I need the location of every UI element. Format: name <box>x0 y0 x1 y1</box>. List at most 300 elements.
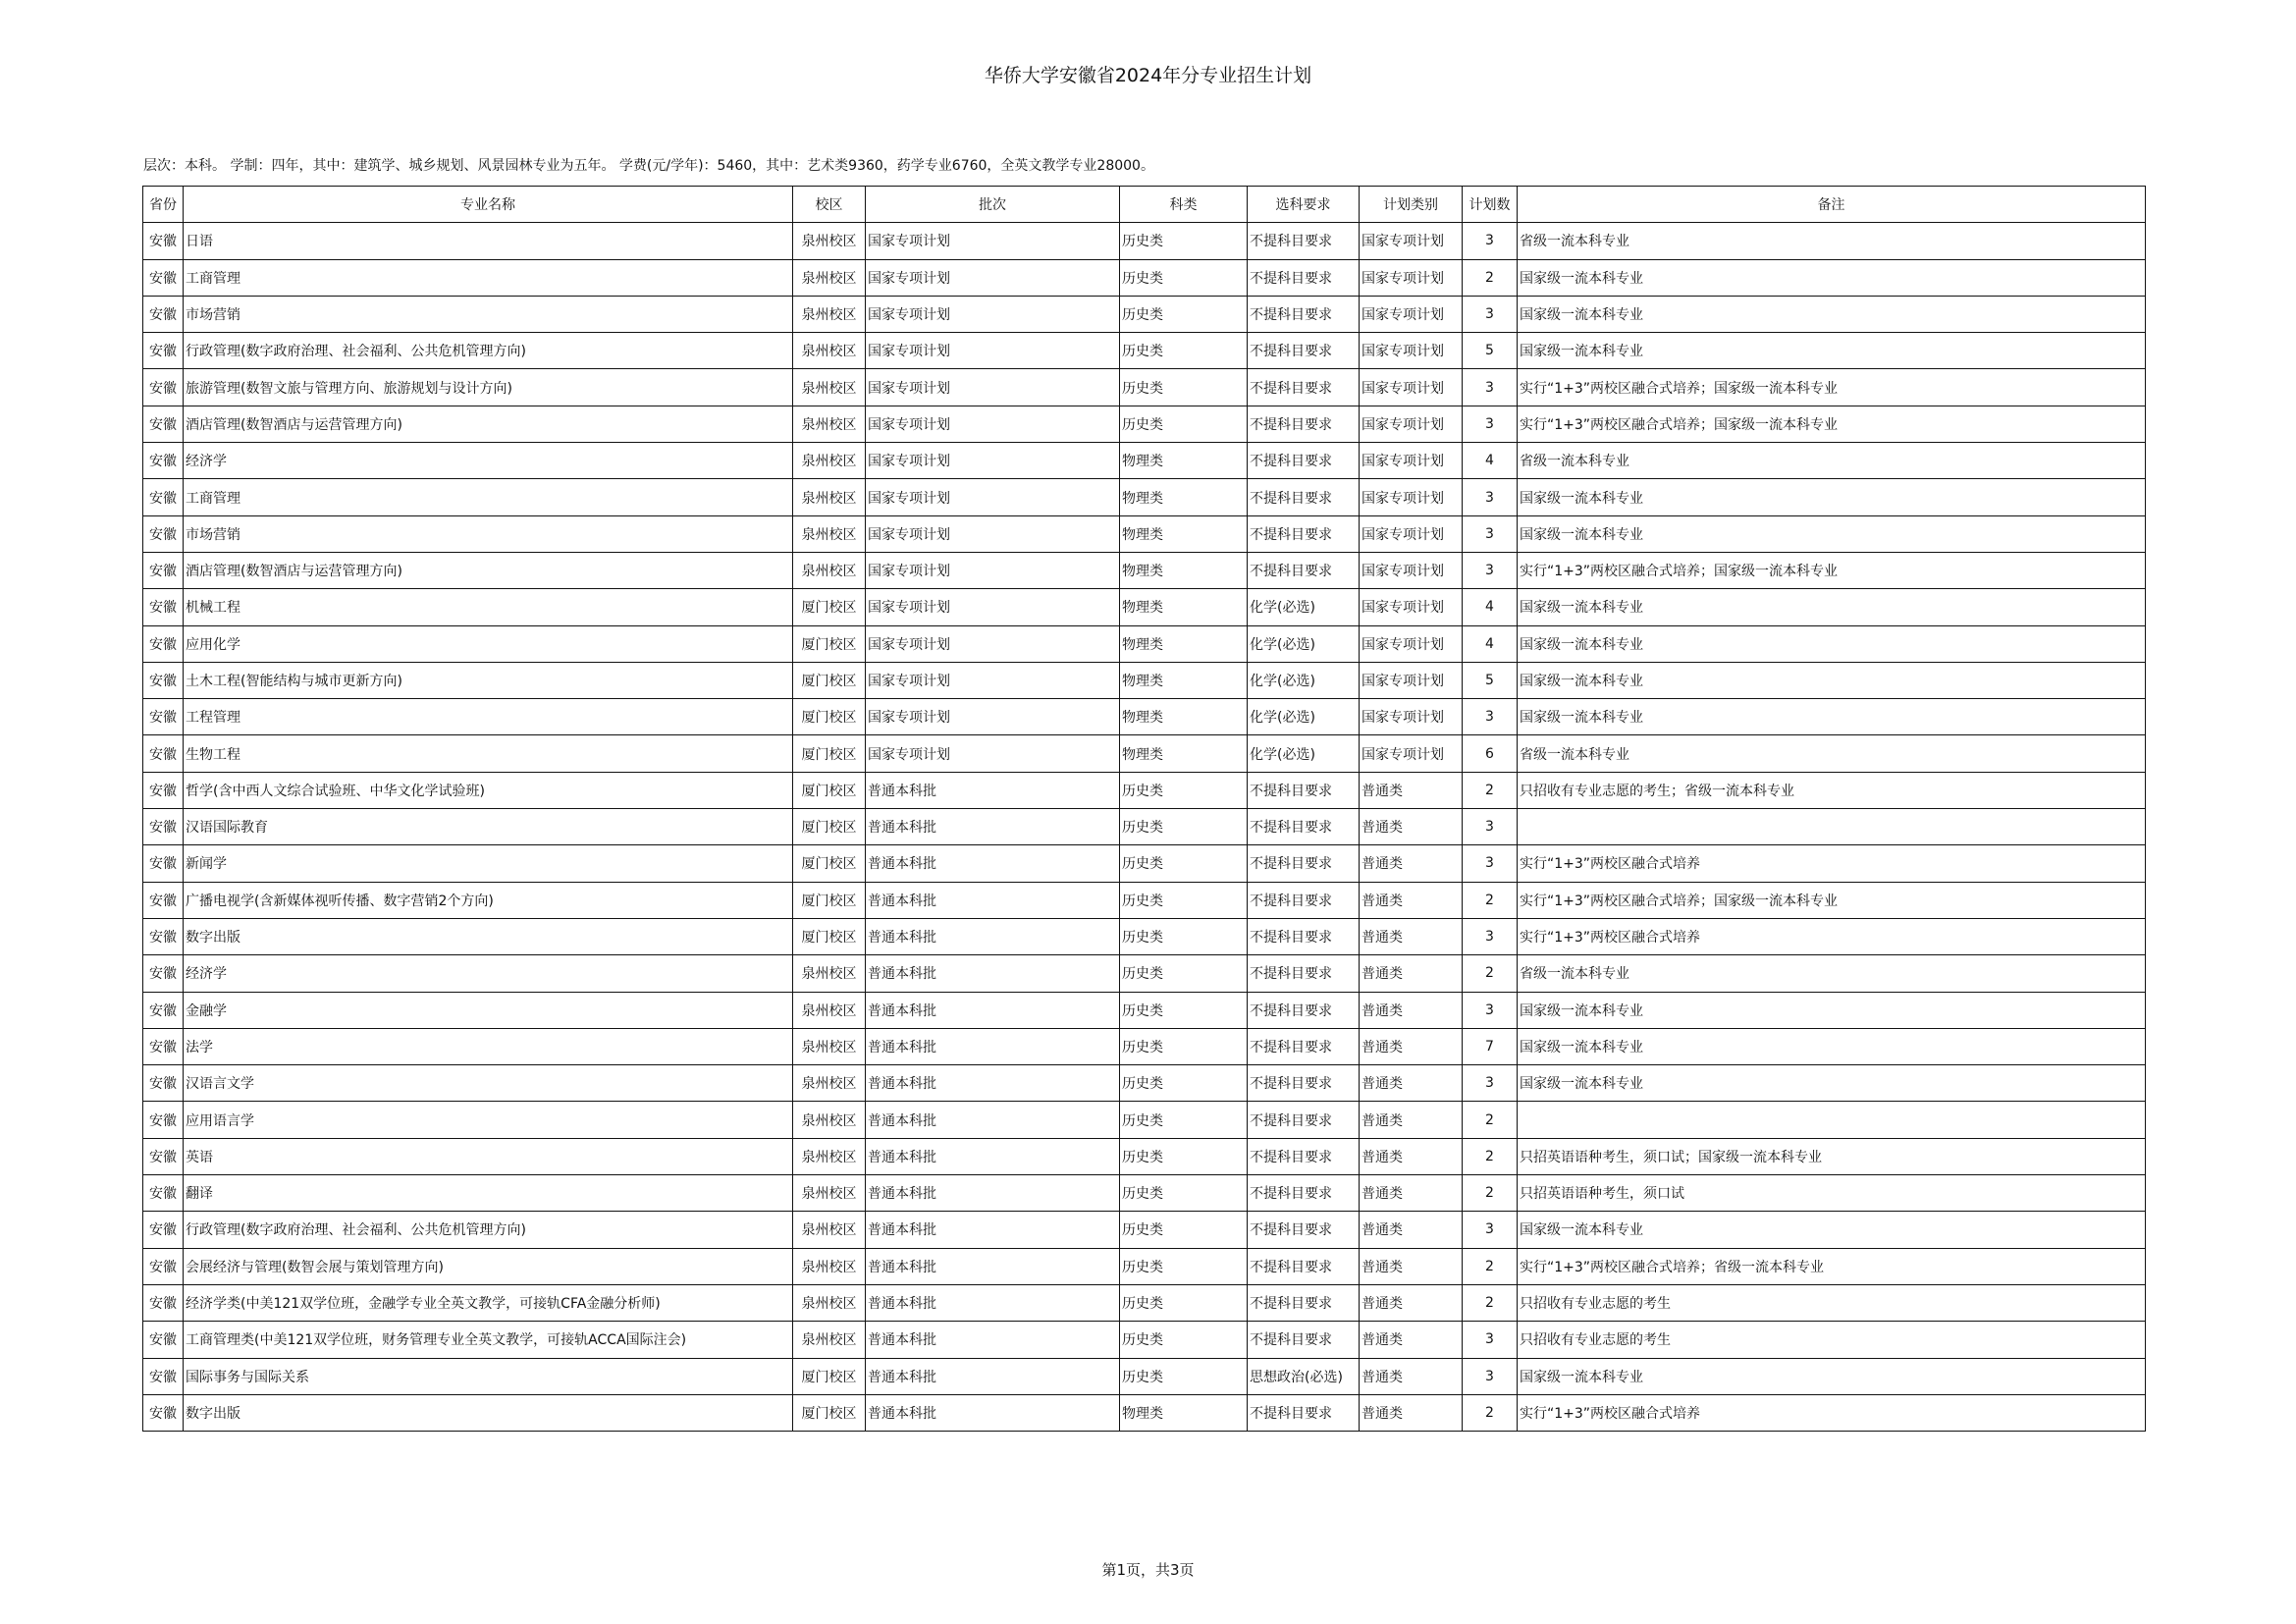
table-row <box>143 369 2146 406</box>
batch-cell: 普通本科批 <box>866 1284 1120 1321</box>
remarks-cell: 国家级一流本科专业 <box>1518 1212 2146 1248</box>
province-cell: 安徽 <box>143 809 184 845</box>
plan-count-cell: 2 <box>1463 1394 1518 1431</box>
plan-type-cell: 普通类 <box>1360 809 1463 845</box>
major-cell: 工商管理类(中美121双学位班，财务管理专业全英文教学，可接轨ACCA国际注会) <box>184 1322 793 1358</box>
province-cell: 安徽 <box>143 406 184 442</box>
plan-count-cell: 3 <box>1463 515 1518 552</box>
subject-req-cell: 不提科目要求 <box>1248 515 1360 552</box>
major-cell: 翻译 <box>184 1175 793 1212</box>
province-cell: 安徽 <box>143 1284 184 1321</box>
campus-cell: 泉州校区 <box>793 1248 866 1284</box>
province-cell: 安徽 <box>143 1028 184 1064</box>
campus-cell: 厦门校区 <box>793 699 866 735</box>
plan-type-cell: 国家专项计划 <box>1360 223 1463 259</box>
table-row <box>143 259 2146 296</box>
category-cell: 历史类 <box>1120 1102 1248 1138</box>
campus-cell: 泉州校区 <box>793 333 866 369</box>
table-row <box>143 735 2146 772</box>
batch-cell: 普通本科批 <box>866 955 1120 992</box>
table-row <box>143 1358 2146 1394</box>
category-cell: 历史类 <box>1120 296 1248 332</box>
campus-cell: 厦门校区 <box>793 1394 866 1431</box>
province-cell: 安徽 <box>143 735 184 772</box>
batch-cell: 普通本科批 <box>866 1175 1120 1212</box>
batch-cell: 普通本科批 <box>866 918 1120 954</box>
campus-cell: 泉州校区 <box>793 1284 866 1321</box>
table-row <box>143 223 2146 259</box>
plan-count-cell: 3 <box>1463 845 1518 882</box>
major-cell: 国际事务与国际关系 <box>184 1358 793 1394</box>
category-cell: 物理类 <box>1120 735 1248 772</box>
province-cell: 安徽 <box>143 1138 184 1174</box>
batch-cell: 普通本科批 <box>866 772 1120 808</box>
campus-cell: 泉州校区 <box>793 515 866 552</box>
plan-count-cell: 3 <box>1463 1065 1518 1102</box>
campus-cell: 泉州校区 <box>793 1102 866 1138</box>
table-row <box>143 443 2146 479</box>
batch-cell: 国家专项计划 <box>866 333 1120 369</box>
province-cell: 安徽 <box>143 625 184 662</box>
remarks-cell: 国家级一流本科专业 <box>1518 479 2146 515</box>
campus-cell: 厦门校区 <box>793 625 866 662</box>
category-cell: 历史类 <box>1120 259 1248 296</box>
subject-req-cell: 不提科目要求 <box>1248 992 1360 1028</box>
plan-type-cell: 普通类 <box>1360 992 1463 1028</box>
remarks-cell: 国家级一流本科专业 <box>1518 992 2146 1028</box>
campus-cell: 泉州校区 <box>793 296 866 332</box>
remarks-cell: 国家级一流本科专业 <box>1518 1028 2146 1064</box>
plan-count-cell: 3 <box>1463 552 1518 588</box>
category-cell: 历史类 <box>1120 333 1248 369</box>
plan-count-cell: 3 <box>1463 809 1518 845</box>
major-cell: 数字出版 <box>184 1394 793 1431</box>
batch-cell: 国家专项计划 <box>866 369 1120 406</box>
plan-type-cell: 普通类 <box>1360 1284 1463 1321</box>
plan-count-cell: 3 <box>1463 296 1518 332</box>
plan-count-cell: 3 <box>1463 1358 1518 1394</box>
col-plan-type-header: 计划类别 <box>1360 187 1463 223</box>
table-row <box>143 809 2146 845</box>
subject-req-cell: 不提科目要求 <box>1248 1394 1360 1431</box>
major-cell: 新闻学 <box>184 845 793 882</box>
subject-req-cell: 不提科目要求 <box>1248 1065 1360 1102</box>
category-cell: 历史类 <box>1120 1065 1248 1102</box>
province-cell: 安徽 <box>143 552 184 588</box>
campus-cell: 厦门校区 <box>793 772 866 808</box>
plan-type-cell: 普通类 <box>1360 1175 1463 1212</box>
subject-req-cell: 不提科目要求 <box>1248 1212 1360 1248</box>
subject-req-cell: 不提科目要求 <box>1248 1175 1360 1212</box>
province-cell: 安徽 <box>143 369 184 406</box>
table-row <box>143 589 2146 625</box>
campus-cell: 厦门校区 <box>793 845 866 882</box>
category-cell: 物理类 <box>1120 625 1248 662</box>
plan-type-cell: 国家专项计划 <box>1360 296 1463 332</box>
table-row <box>143 406 2146 442</box>
col-remarks-header: 备注 <box>1518 187 2146 223</box>
remarks-cell: 实行“1+3”两校区融合式培养；国家级一流本科专业 <box>1518 552 2146 588</box>
category-cell: 历史类 <box>1120 1248 1248 1284</box>
major-cell: 会展经济与管理(数智会展与策划管理方向) <box>184 1248 793 1284</box>
enrollment-note: 层次：本科。 学制：四年，其中：建筑学、城乡规划、风景园林专业为五年。 学费(元/学年)：5460，其中：艺术类9360，药学专业6760，全英文教学专业28000。 <box>143 158 1154 174</box>
category-cell: 历史类 <box>1120 1138 1248 1174</box>
category-cell: 历史类 <box>1120 223 1248 259</box>
plan-count-cell: 2 <box>1463 1138 1518 1174</box>
major-cell: 工商管理 <box>184 259 793 296</box>
batch-cell: 国家专项计划 <box>866 589 1120 625</box>
batch-cell: 国家专项计划 <box>866 662 1120 698</box>
campus-cell: 泉州校区 <box>793 1212 866 1248</box>
plan-type-cell: 普通类 <box>1360 1394 1463 1431</box>
province-cell: 安徽 <box>143 699 184 735</box>
province-cell: 安徽 <box>143 1102 184 1138</box>
subject-req-cell: 不提科目要求 <box>1248 1284 1360 1321</box>
major-cell: 应用语言学 <box>184 1102 793 1138</box>
remarks-cell: 实行“1+3”两校区融合式培养 <box>1518 845 2146 882</box>
category-cell: 历史类 <box>1120 369 1248 406</box>
col-province-header: 省份 <box>143 187 184 223</box>
plan-type-cell: 普通类 <box>1360 1322 1463 1358</box>
subject-req-cell: 不提科目要求 <box>1248 406 1360 442</box>
batch-cell: 国家专项计划 <box>866 735 1120 772</box>
plan-count-cell: 3 <box>1463 992 1518 1028</box>
batch-cell: 国家专项计划 <box>866 259 1120 296</box>
plan-count-cell: 3 <box>1463 479 1518 515</box>
batch-cell: 普通本科批 <box>866 1028 1120 1064</box>
province-cell: 安徽 <box>143 882 184 918</box>
batch-cell: 普通本科批 <box>866 1102 1120 1138</box>
batch-cell: 普通本科批 <box>866 1358 1120 1394</box>
plan-type-cell: 普通类 <box>1360 955 1463 992</box>
major-cell: 市场营销 <box>184 515 793 552</box>
province-cell: 安徽 <box>143 772 184 808</box>
batch-cell: 普通本科批 <box>866 809 1120 845</box>
province-cell: 安徽 <box>143 845 184 882</box>
batch-cell: 普通本科批 <box>866 1248 1120 1284</box>
batch-cell: 普通本科批 <box>866 992 1120 1028</box>
campus-cell: 泉州校区 <box>793 223 866 259</box>
province-cell: 安徽 <box>143 1394 184 1431</box>
major-cell: 日语 <box>184 223 793 259</box>
batch-cell: 国家专项计划 <box>866 625 1120 662</box>
remarks-cell: 实行“1+3”两校区融合式培养 <box>1518 1394 2146 1431</box>
plan-type-cell: 国家专项计划 <box>1360 443 1463 479</box>
plan-type-cell: 普通类 <box>1360 1358 1463 1394</box>
plan-type-cell: 普通类 <box>1360 918 1463 954</box>
major-cell: 经济学类(中美121双学位班，金融学专业全英文教学，可接轨CFA金融分析师) <box>184 1284 793 1321</box>
remarks-cell: 国家级一流本科专业 <box>1518 1065 2146 1102</box>
subject-req-cell: 不提科目要求 <box>1248 259 1360 296</box>
campus-cell: 泉州校区 <box>793 552 866 588</box>
province-cell: 安徽 <box>143 662 184 698</box>
category-cell: 历史类 <box>1120 1322 1248 1358</box>
plan-count-cell: 2 <box>1463 1102 1518 1138</box>
batch-cell: 普通本科批 <box>866 1322 1120 1358</box>
plan-type-cell: 普通类 <box>1360 882 1463 918</box>
batch-cell: 国家专项计划 <box>866 699 1120 735</box>
plan-type-cell: 普通类 <box>1360 1248 1463 1284</box>
remarks-cell: 实行“1+3”两校区融合式培养 <box>1518 918 2146 954</box>
remarks-cell: 省级一流本科专业 <box>1518 955 2146 992</box>
plan-count-cell: 5 <box>1463 662 1518 698</box>
plan-count-cell: 2 <box>1463 1284 1518 1321</box>
table-row <box>143 1394 2146 1431</box>
col-major-header: 专业名称 <box>184 187 793 223</box>
plan-type-cell: 国家专项计划 <box>1360 369 1463 406</box>
category-cell: 历史类 <box>1120 1284 1248 1321</box>
batch-cell: 普通本科批 <box>866 1212 1120 1248</box>
page-footer: 第1页，共3页 <box>1101 1561 1195 1579</box>
province-cell: 安徽 <box>143 992 184 1028</box>
batch-cell: 普通本科批 <box>866 845 1120 882</box>
major-cell: 经济学 <box>184 443 793 479</box>
plan-count-cell: 6 <box>1463 735 1518 772</box>
plan-count-cell: 3 <box>1463 918 1518 954</box>
category-cell: 历史类 <box>1120 845 1248 882</box>
plan-count-cell: 3 <box>1463 1212 1518 1248</box>
major-cell: 生物工程 <box>184 735 793 772</box>
remarks-cell: 省级一流本科专业 <box>1518 223 2146 259</box>
major-cell: 酒店管理(数智酒店与运营管理方向) <box>184 552 793 588</box>
plan-type-cell: 普通类 <box>1360 1065 1463 1102</box>
remarks-cell: 只招收有专业志愿的考生 <box>1518 1322 2146 1358</box>
campus-cell: 泉州校区 <box>793 406 866 442</box>
table-row <box>143 296 2146 332</box>
remarks-cell <box>1518 1102 2146 1138</box>
plan-type-cell: 国家专项计划 <box>1360 735 1463 772</box>
category-cell: 物理类 <box>1120 515 1248 552</box>
table-row <box>143 1284 2146 1321</box>
subject-req-cell: 不提科目要求 <box>1248 845 1360 882</box>
major-cell: 行政管理(数字政府治理、社会福利、公共危机管理方向) <box>184 333 793 369</box>
major-cell: 汉语言文学 <box>184 1065 793 1102</box>
batch-cell: 普通本科批 <box>866 882 1120 918</box>
batch-cell: 国家专项计划 <box>866 515 1120 552</box>
major-cell: 法学 <box>184 1028 793 1064</box>
plan-count-cell: 3 <box>1463 699 1518 735</box>
remarks-cell: 只招英语语种考生，须口试；国家级一流本科专业 <box>1518 1138 2146 1174</box>
batch-cell: 国家专项计划 <box>866 479 1120 515</box>
province-cell: 安徽 <box>143 223 184 259</box>
remarks-cell: 国家级一流本科专业 <box>1518 589 2146 625</box>
table-row <box>143 955 2146 992</box>
plan-count-cell: 2 <box>1463 1248 1518 1284</box>
table-row <box>143 1028 2146 1064</box>
major-cell: 英语 <box>184 1138 793 1174</box>
subject-req-cell: 化学(必选) <box>1248 699 1360 735</box>
plan-count-cell: 2 <box>1463 259 1518 296</box>
campus-cell: 厦门校区 <box>793 735 866 772</box>
major-cell: 机械工程 <box>184 589 793 625</box>
remarks-cell: 省级一流本科专业 <box>1518 735 2146 772</box>
campus-cell: 泉州校区 <box>793 1065 866 1102</box>
province-cell: 安徽 <box>143 515 184 552</box>
plan-count-cell: 2 <box>1463 882 1518 918</box>
plan-count-cell: 2 <box>1463 1175 1518 1212</box>
remarks-cell: 国家级一流本科专业 <box>1518 333 2146 369</box>
table-row <box>143 1065 2146 1102</box>
province-cell: 安徽 <box>143 259 184 296</box>
subject-req-cell: 化学(必选) <box>1248 625 1360 662</box>
table-row <box>143 1248 2146 1284</box>
subject-req-cell: 不提科目要求 <box>1248 479 1360 515</box>
remarks-cell: 国家级一流本科专业 <box>1518 296 2146 332</box>
table-row <box>143 845 2146 882</box>
category-cell: 物理类 <box>1120 443 1248 479</box>
table-row <box>143 882 2146 918</box>
plan-count-cell: 4 <box>1463 443 1518 479</box>
campus-cell: 泉州校区 <box>793 479 866 515</box>
subject-req-cell: 不提科目要求 <box>1248 333 1360 369</box>
batch-cell: 国家专项计划 <box>866 296 1120 332</box>
major-cell: 市场营销 <box>184 296 793 332</box>
plan-type-cell: 普通类 <box>1360 1212 1463 1248</box>
major-cell: 金融学 <box>184 992 793 1028</box>
province-cell: 安徽 <box>143 1358 184 1394</box>
campus-cell: 厦门校区 <box>793 1358 866 1394</box>
remarks-cell: 国家级一流本科专业 <box>1518 625 2146 662</box>
subject-req-cell: 不提科目要求 <box>1248 1138 1360 1174</box>
plan-type-cell: 普通类 <box>1360 845 1463 882</box>
category-cell: 历史类 <box>1120 918 1248 954</box>
table-row <box>143 772 2146 808</box>
subject-req-cell: 不提科目要求 <box>1248 1028 1360 1064</box>
page-title: 华侨大学安徽省2024年分专业招生计划 <box>984 65 1312 86</box>
province-cell: 安徽 <box>143 443 184 479</box>
category-cell: 物理类 <box>1120 662 1248 698</box>
campus-cell: 泉州校区 <box>793 955 866 992</box>
plan-count-cell: 2 <box>1463 772 1518 808</box>
col-category-header: 科类 <box>1120 187 1248 223</box>
remarks-cell: 国家级一流本科专业 <box>1518 662 2146 698</box>
major-cell: 旅游管理(数智文旅与管理方向、旅游规划与设计方向) <box>184 369 793 406</box>
plan-type-cell: 国家专项计划 <box>1360 515 1463 552</box>
subject-req-cell: 不提科目要求 <box>1248 369 1360 406</box>
batch-cell: 普通本科批 <box>866 1138 1120 1174</box>
plan-type-cell: 普通类 <box>1360 1028 1463 1064</box>
plan-count-cell: 3 <box>1463 1322 1518 1358</box>
table-row <box>143 662 2146 698</box>
remarks-cell: 实行“1+3”两校区融合式培养；省级一流本科专业 <box>1518 1248 2146 1284</box>
plan-type-cell: 国家专项计划 <box>1360 552 1463 588</box>
batch-cell: 国家专项计划 <box>866 223 1120 259</box>
remarks-cell: 只招英语语种考生，须口试 <box>1518 1175 2146 1212</box>
subject-req-cell: 不提科目要求 <box>1248 443 1360 479</box>
category-cell: 历史类 <box>1120 1175 1248 1212</box>
major-cell: 工程管理 <box>184 699 793 735</box>
subject-req-cell: 化学(必选) <box>1248 735 1360 772</box>
remarks-cell: 国家级一流本科专业 <box>1518 1358 2146 1394</box>
remarks-cell: 国家级一流本科专业 <box>1518 699 2146 735</box>
table-row <box>143 992 2146 1028</box>
table-header-row <box>143 187 2146 223</box>
category-cell: 历史类 <box>1120 955 1248 992</box>
subject-req-cell: 不提科目要求 <box>1248 772 1360 808</box>
batch-cell: 普通本科批 <box>866 1065 1120 1102</box>
province-cell: 安徽 <box>143 1175 184 1212</box>
remarks-cell: 国家级一流本科专业 <box>1518 515 2146 552</box>
category-cell: 历史类 <box>1120 809 1248 845</box>
major-cell: 土木工程(智能结构与城市更新方向) <box>184 662 793 698</box>
plan-count-cell: 3 <box>1463 223 1518 259</box>
major-cell: 工商管理 <box>184 479 793 515</box>
province-cell: 安徽 <box>143 479 184 515</box>
subject-req-cell: 不提科目要求 <box>1248 918 1360 954</box>
subject-req-cell: 不提科目要求 <box>1248 1322 1360 1358</box>
plan-type-cell: 普通类 <box>1360 1138 1463 1174</box>
subject-req-cell: 不提科目要求 <box>1248 1102 1360 1138</box>
subject-req-cell: 不提科目要求 <box>1248 552 1360 588</box>
campus-cell: 泉州校区 <box>793 1322 866 1358</box>
major-cell: 行政管理(数字政府治理、社会福利、公共危机管理方向) <box>184 1212 793 1248</box>
plan-count-cell: 2 <box>1463 955 1518 992</box>
batch-cell: 国家专项计划 <box>866 443 1120 479</box>
plan-type-cell: 国家专项计划 <box>1360 625 1463 662</box>
table-row <box>143 552 2146 588</box>
remarks-cell: 省级一流本科专业 <box>1518 443 2146 479</box>
plan-count-cell: 7 <box>1463 1028 1518 1064</box>
table-row <box>143 918 2146 954</box>
province-cell: 安徽 <box>143 918 184 954</box>
category-cell: 物理类 <box>1120 699 1248 735</box>
campus-cell: 厦门校区 <box>793 882 866 918</box>
province-cell: 安徽 <box>143 296 184 332</box>
category-cell: 物理类 <box>1120 479 1248 515</box>
major-cell: 数字出版 <box>184 918 793 954</box>
table-row <box>143 625 2146 662</box>
campus-cell: 泉州校区 <box>793 443 866 479</box>
campus-cell: 泉州校区 <box>793 369 866 406</box>
subject-req-cell: 化学(必选) <box>1248 662 1360 698</box>
plan-type-cell: 国家专项计划 <box>1360 589 1463 625</box>
table-row <box>143 515 2146 552</box>
table-row <box>143 479 2146 515</box>
plan-type-cell: 国家专项计划 <box>1360 699 1463 735</box>
major-cell: 哲学(含中西人文综合试验班、中华文化学试验班) <box>184 772 793 808</box>
subject-req-cell: 不提科目要求 <box>1248 809 1360 845</box>
plan-count-cell: 5 <box>1463 333 1518 369</box>
major-cell: 应用化学 <box>184 625 793 662</box>
campus-cell: 泉州校区 <box>793 259 866 296</box>
province-cell: 安徽 <box>143 1322 184 1358</box>
campus-cell: 泉州校区 <box>793 1028 866 1064</box>
campus-cell: 泉州校区 <box>793 992 866 1028</box>
table-row <box>143 1138 2146 1174</box>
table-row <box>143 1102 2146 1138</box>
major-cell: 酒店管理(数智酒店与运营管理方向) <box>184 406 793 442</box>
plan-count-cell: 3 <box>1463 406 1518 442</box>
major-cell: 广播电视学(含新媒体视听传播、数字营销2个方向) <box>184 882 793 918</box>
category-cell: 物理类 <box>1120 589 1248 625</box>
table-row <box>143 1322 2146 1358</box>
plan-type-cell: 国家专项计划 <box>1360 259 1463 296</box>
batch-cell: 国家专项计划 <box>866 406 1120 442</box>
subject-req-cell: 不提科目要求 <box>1248 223 1360 259</box>
campus-cell: 厦门校区 <box>793 918 866 954</box>
remarks-cell: 实行“1+3”两校区融合式培养；国家级一流本科专业 <box>1518 369 2146 406</box>
plan-type-cell: 国家专项计划 <box>1360 406 1463 442</box>
table-row <box>143 333 2146 369</box>
major-cell: 汉语国际教育 <box>184 809 793 845</box>
province-cell: 安徽 <box>143 333 184 369</box>
subject-req-cell: 不提科目要求 <box>1248 955 1360 992</box>
plan-count-cell: 4 <box>1463 625 1518 662</box>
batch-cell: 国家专项计划 <box>866 552 1120 588</box>
table-row <box>143 1175 2146 1212</box>
remarks-cell: 国家级一流本科专业 <box>1518 259 2146 296</box>
campus-cell: 厦门校区 <box>793 589 866 625</box>
